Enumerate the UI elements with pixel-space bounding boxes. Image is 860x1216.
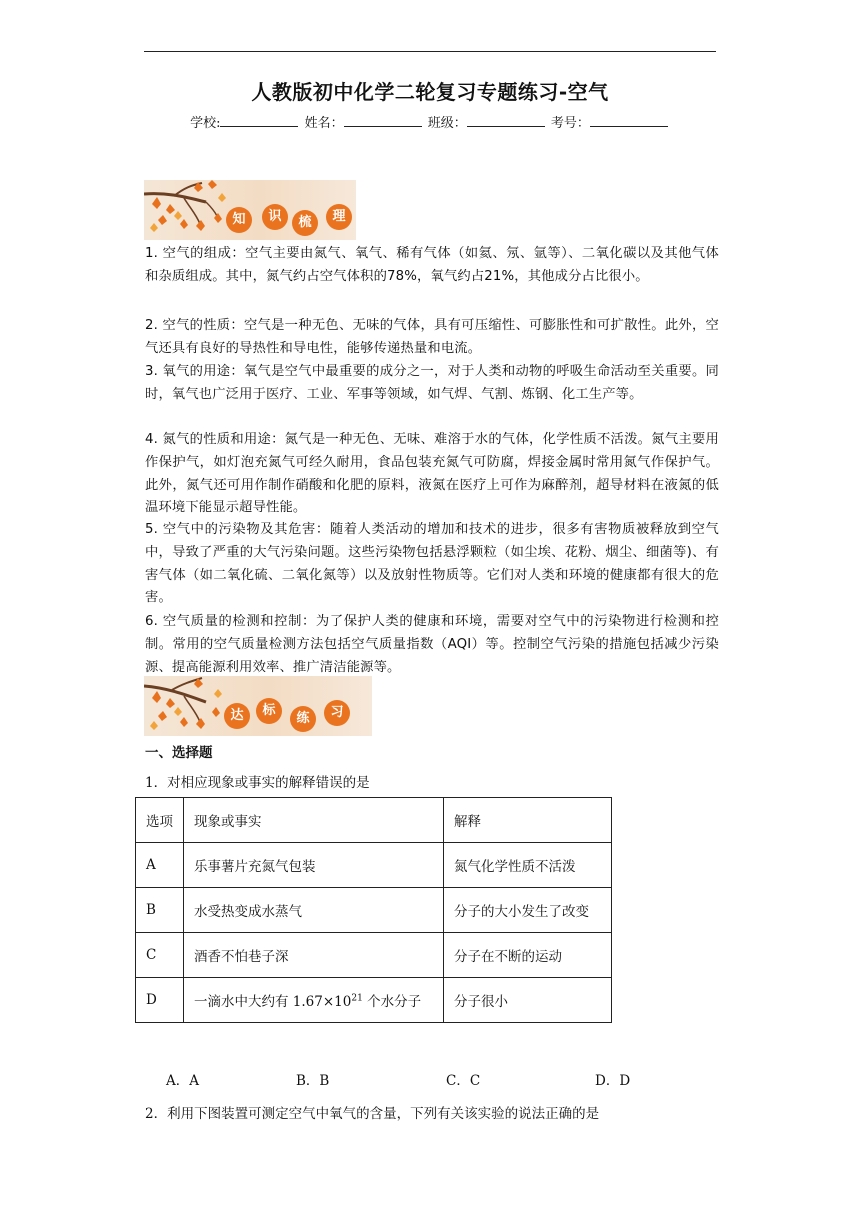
exam-number-label: 考号：	[550, 116, 590, 131]
name-label: 姓名：	[304, 116, 344, 131]
table-header: 解释	[444, 798, 612, 843]
question-2-stem: 2．利用下图装置可测定空气中氧气的含量，下列有关该实验的说法正确的是	[145, 1106, 600, 1122]
table-row	[136, 888, 612, 933]
table-row	[136, 978, 612, 1023]
option-b[interactable]: B．B	[296, 1073, 330, 1089]
option-d[interactable]: D．D	[595, 1073, 631, 1089]
table-header: 选项	[136, 798, 184, 843]
exam-number-blank[interactable]	[590, 113, 668, 127]
question-1-stem: 1．对相应现象或事实的解释错误的是	[145, 775, 370, 791]
banner-char-1: 知	[226, 207, 252, 233]
table-cell-fact: 酒香不怕巷子深	[184, 933, 444, 978]
table-cell-fact: 水受热变成水蒸气	[184, 888, 444, 933]
banner-char-2: 标	[256, 698, 282, 724]
practice-banner	[144, 676, 372, 736]
school-blank[interactable]	[220, 113, 298, 127]
table-cell-option: D	[136, 978, 184, 1023]
knowledge-item-6: 6. 空气质量的检测和控制：为了保护人类的健康和环境，需要对空气中的污染物进行检测和控制。常用的空气质量检测方法包括空气质量指数（AQI）等。控制空气污染的措施包括减少污染源、提高能源利用效率、推广清洁能源等。	[145, 614, 719, 675]
class-label: 班级：	[427, 116, 467, 131]
table-cell-option: A	[136, 843, 184, 888]
banner-char-4: 习	[324, 700, 350, 726]
fact-text-pre: 一滴水中大约有 1.67×10	[194, 994, 352, 1010]
banner-char-1: 达	[224, 703, 250, 729]
option-a[interactable]: A．A	[166, 1073, 199, 1089]
banner-char-3: 练	[290, 706, 316, 732]
knowledge-item-2: 2. 空气的性质：空气是一种无色、无味的气体，具有可压缩性、可膨胀性和可扩散性。此外，空气还具有良好的导热性和导电性，能够传递热量和电流。	[145, 318, 719, 356]
table-cell-explain: 分子很小	[444, 978, 612, 1023]
banner-char-3: 梳	[292, 210, 318, 236]
name-blank[interactable]	[344, 113, 422, 127]
knowledge-item-1: 1. 空气的组成：空气主要由氮气、氧气、稀有气体（如氦、氖、氩等）、二氧化碳以及其他气体和杂质组成。其中，氮气约占空气体积的78%，氧气约占21%，其他成分占比很小。	[145, 246, 719, 284]
table-cell-option: C	[136, 933, 184, 978]
table-header-row	[136, 798, 612, 843]
table-cell-explain: 分子的大小发生了改变	[444, 888, 612, 933]
banner-char-4: 理	[326, 204, 352, 230]
page-title: 人教版初中化学二轮复习专题练习-空气	[251, 80, 609, 104]
knowledge-item-3: 3. 氧气的用途：氧气是空气中最重要的成分之一，对于人类和动物的呼吸生命活动至关重要。同时，氧气也广泛用于医疗、工业、军事等领域，如气焊、气割、炼钢、化工生产等。	[145, 364, 719, 402]
question-1-table	[135, 797, 612, 1023]
option-c[interactable]: C．C	[446, 1073, 481, 1089]
banner-char-2: 识	[262, 204, 288, 230]
fact-text-post: 个水分子	[362, 994, 422, 1010]
table-header: 现象或事实	[184, 798, 444, 843]
class-blank[interactable]	[467, 113, 545, 127]
table-row	[136, 843, 612, 888]
knowledge-review-banner	[144, 180, 356, 240]
table-cell-fact: 乐事薯片充氮气包装	[184, 843, 444, 888]
section-heading: 一、选择题	[145, 745, 213, 761]
table-cell-option: B	[136, 888, 184, 933]
table-row	[136, 933, 612, 978]
table-cell-explain: 氮气化学性质不活泼	[444, 843, 612, 888]
school-label: 学校:	[190, 116, 221, 131]
table-cell-fact	[184, 978, 444, 1023]
knowledge-item-5: 5. 空气中的污染物及其危害：随着人类活动的增加和技术的进步，很多有害物质被释放到空气中，导致了严重的大气污染问题。这些污染物包括悬浮颗粒（如尘埃、花粉、烟尘、细菌等)、有害气体（如二氧化硫、二氧化氮等）以及放射性物质等。它们对人类和环境的健康都有很大的危害。	[145, 522, 719, 606]
header-rule	[144, 51, 716, 52]
table-cell-explain: 分子在不断的运动	[444, 933, 612, 978]
fact-exponent: 21	[351, 993, 363, 1004]
autumn-leaves-icon	[144, 180, 356, 240]
knowledge-item-4: 4. 氮气的性质和用途：氮气是一种无色、无味、难溶于水的气体，化学性质不活泼。氮气主要用作保护气，如灯泡充氮气可经久耐用，食品包装充氮气可防腐，焊接金属时常用氮气作保护气。此外，氮气还可用作制作硝酸和化肥的原料，液氮在医疗上可作为麻醉剂，超导材料在液氮的低温环境下能显示超导性能。	[145, 432, 719, 516]
student-info-line	[0, 112, 860, 131]
